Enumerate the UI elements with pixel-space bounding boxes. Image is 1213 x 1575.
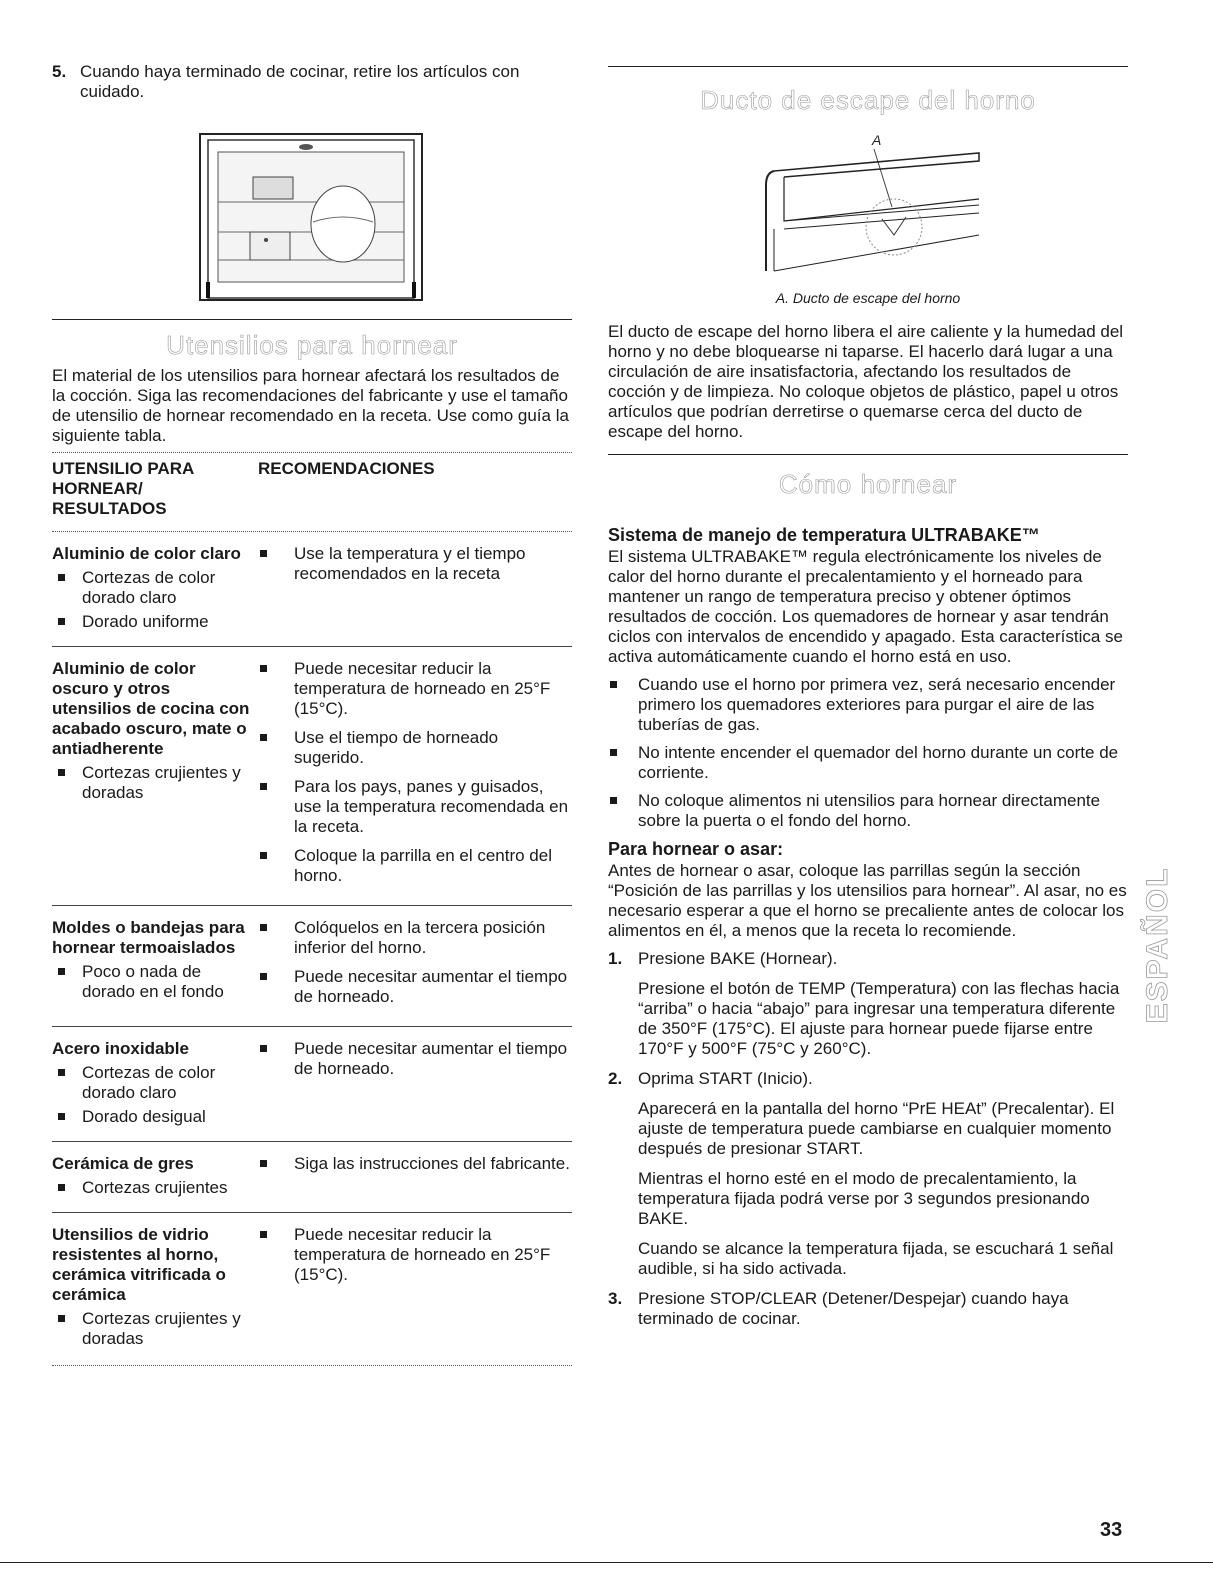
- recommendation-item: Puede necesitar reducir la temperatura de horneado en 25°F (15°C).: [258, 659, 572, 719]
- result-item: Cortezas crujientes y doradas: [52, 763, 252, 803]
- utensil-cell: [52, 918, 258, 1016]
- header-recommendations: RECOMENDACIONES: [258, 459, 435, 478]
- section-divider: [608, 454, 1128, 455]
- recommendation-item: Puede necesitar aumentar el tiempo de horneado.: [258, 1039, 572, 1079]
- recommendations-list: [258, 1225, 572, 1285]
- utensil-cell: [52, 1039, 258, 1131]
- vent-text: El ducto de escape del horno libera el aire caliente y la humedad del horno y no debe bloquearse ni taparse. El hacerlo dará lugar a una circulación de aire insatisfactoria, afectando los resultados de cocción y de limpieza. No coloque objetos de plástico, papel u otros artículos que podrían derretirse o quemarse cerca del ducto de escape del horno.: [608, 322, 1124, 441]
- result-item: Dorado uniforme: [52, 612, 252, 632]
- ultrabake-text: El sistema ULTRABAKE™ regula electrónicamente los niveles de calor del horno durante el precalentamiento y el horneado para mantener un rango de temperatura preciso y obtener óptimos resultados de cocción. Los quemadores de hornear y asar tendrán ciclos con intervalos de encendido y apagado. Esta característica se activa automáticamente cuando el horno está en uso.: [608, 547, 1124, 666]
- step-paragraph: Oprima START (Inicio).: [638, 1069, 813, 1088]
- bake-step: [608, 1069, 1128, 1279]
- table-bottom-rule: [52, 1365, 572, 1366]
- recommendations-list: [258, 1154, 572, 1174]
- step-paragraph: Cuando se alcance la temperatura fijada, se escuchará 1 señal audible, si ha sido activada.: [638, 1239, 1114, 1278]
- step-text: Cuando haya terminado de cocinar, retire los artículos con cuidado.: [80, 62, 520, 101]
- bakeware-intro: El material de los utensilios para hornear afectará los resultados de la cocción. Siga las recomendaciones del fabricante y use el tamaño de utensilio de hornear recomendado en la receta. Use como guía la siguiente tabla.: [52, 366, 569, 445]
- recommendation-item: Use la temperatura y el tiempo recomendados en la receta: [258, 544, 572, 584]
- recommendation-cell: [258, 918, 572, 1016]
- utensil-name: Acero inoxidable: [52, 1039, 189, 1058]
- step-number: 2.: [608, 1069, 623, 1088]
- results-list: [52, 1063, 252, 1127]
- utensil-cell: [52, 1154, 258, 1202]
- step-paragraph: Mientras el horno esté en el modo de precalentamiento, la temperatura fijada podrá verse por 3 segundos presionando BAKE.: [638, 1169, 1090, 1228]
- page-bottom-rule: [0, 1562, 1213, 1563]
- step-number: 3.: [608, 1289, 623, 1308]
- ultrabake-bullets: [608, 675, 1128, 831]
- bake-roast-heading: Para hornear o asar:: [608, 839, 784, 859]
- recommendations-list: [258, 918, 572, 1007]
- result-item: Dorado desigual: [52, 1107, 252, 1127]
- utensil-name: Moldes o bandejas para hornear termoaislados: [52, 918, 245, 957]
- bake-roast-text: Antes de hornear o asar, coloque las parrillas según la sección “Posición de las parrillas y los utensilios para hornear”. Al asar, no es necesario esperar a que el horno se precaliente antes de colocar los alimentos en él, a menos que la receta lo recomiende.: [608, 861, 1127, 940]
- vent-label-a: A: [872, 132, 882, 148]
- table-header: [52, 459, 572, 519]
- bake-step: [608, 1289, 1128, 1329]
- table-row: [52, 1212, 572, 1363]
- recommendations-list: [258, 1039, 572, 1079]
- side-tab-text: ESPAÑOL: [1141, 866, 1174, 1024]
- result-item: Cortezas de color dorado claro: [52, 568, 252, 608]
- result-item: Cortezas crujientes y doradas: [52, 1309, 252, 1349]
- recommendation-item: Colóquelos en la tercera posición inferior del horno.: [258, 918, 572, 958]
- utensil-name: Aluminio de color claro: [52, 544, 241, 563]
- step-number: 1.: [608, 949, 623, 968]
- results-list: [52, 1309, 252, 1349]
- utensil-name: Aluminio de color oscuro y otros utensilios de cocina con acabado oscuro, mate o antiadherente: [52, 659, 250, 758]
- table-row: [52, 646, 572, 905]
- bakeware-table: [52, 532, 572, 1363]
- result-item: Cortezas de color dorado claro: [52, 1063, 252, 1103]
- result-item: Cortezas crujientes: [52, 1178, 252, 1198]
- section-divider: [52, 319, 572, 320]
- table-row: [52, 532, 572, 646]
- page-number: 33: [1100, 1519, 1123, 1541]
- recommendation-cell: [258, 659, 572, 895]
- step-paragraph: Presione BAKE (Hornear).: [638, 949, 838, 968]
- results-list: [52, 962, 252, 1002]
- vent-illustration: [754, 131, 984, 281]
- recommendation-item: Coloque la parrilla en el centro del horno.: [258, 846, 572, 886]
- recommendation-cell: [258, 1154, 572, 1202]
- step-number: 5.: [52, 62, 67, 81]
- ultrabake-heading: Sistema de manejo de temperatura ULTRABAKE™: [608, 525, 1040, 545]
- bake-step: [608, 949, 1128, 1059]
- result-item: Poco o nada de dorado en el fondo: [52, 962, 252, 1002]
- ultrabake-bullet: No coloque alimentos ni utensilios para hornear directamente sobre la puerta o el fondo del horno.: [608, 791, 1128, 831]
- right-column: [608, 62, 1128, 1339]
- recommendations-list: [258, 544, 572, 584]
- recommendation-item: Use el tiempo de horneado sugerido.: [258, 728, 572, 768]
- step-paragraph: Presione el botón de TEMP (Temperatura) con las flechas hacia “arriba” o hacia “abajo” para ingresar una temperatura diferente de 350°F (175°C). El ajuste para hornear puede fijarse entre 170°F y 500°F (75°C y 260°C).: [638, 979, 1120, 1058]
- recommendation-item: Para los pays, panes y guisados, use la temperatura recomendada en la receta.: [258, 777, 572, 837]
- step-5: [52, 62, 572, 102]
- results-list: [52, 1178, 252, 1198]
- recommendation-cell: [258, 1039, 572, 1131]
- ultrabake-bullet: Cuando use el horno por primera vez, será necesario encender primero los quemadores exteriores para purgar el aire de las tuberías de gas.: [608, 675, 1128, 735]
- recommendation-cell: [258, 1225, 572, 1353]
- utensil-cell: [52, 1225, 258, 1353]
- section-title-bakeware: Utensilios para hornear: [166, 330, 458, 360]
- oven-illustration: [198, 132, 424, 302]
- utensil-name: Utensilios de vidrio resistentes al horno, cerámica vitrificada o cerámica: [52, 1225, 226, 1304]
- section-title-vent: Ducto de escape del horno: [700, 85, 1036, 115]
- ultrabake-bullet: No intente encender el quemador del horno durante un corte de corriente.: [608, 743, 1128, 783]
- recommendation-cell: [258, 544, 572, 636]
- results-list: [52, 763, 252, 803]
- bake-steps: [608, 949, 1128, 1329]
- utensil-cell: [52, 659, 258, 895]
- section-divider: [608, 66, 1128, 67]
- recommendations-list: [258, 659, 572, 886]
- step-paragraph: Presione STOP/CLEAR (Detener/Despejar) cuando haya terminado de cocinar.: [638, 1289, 1069, 1328]
- utensil-name: Cerámica de gres: [52, 1154, 194, 1173]
- recommendation-item: Puede necesitar aumentar el tiempo de horneado.: [258, 967, 572, 1007]
- table-row: [52, 1141, 572, 1212]
- utensil-cell: [52, 544, 258, 636]
- recommendation-item: Puede necesitar reducir la temperatura de horneado en 25°F (15°C).: [258, 1225, 572, 1285]
- table-row: [52, 1026, 572, 1141]
- results-list: [52, 568, 252, 632]
- table-top-rule: [52, 452, 572, 453]
- language-side-tab: [1141, 815, 1186, 1075]
- vent-caption: A. Ducto de escape del horno: [775, 290, 961, 306]
- step-paragraph: Aparecerá en la pantalla del horno “PrE HEAt” (Precalentar). El ajuste de temperatura puede cambiarse en cualquier momento después de presionar START.: [638, 1099, 1115, 1158]
- section-title-bake: Cómo hornear: [778, 469, 958, 499]
- recommendation-item: Siga las instrucciones del fabricante.: [258, 1154, 572, 1174]
- left-column: [52, 62, 572, 1366]
- header-utensil: UTENSILIO PARA HORNEAR/ RESULTADOS: [52, 459, 194, 518]
- table-row: [52, 905, 572, 1026]
